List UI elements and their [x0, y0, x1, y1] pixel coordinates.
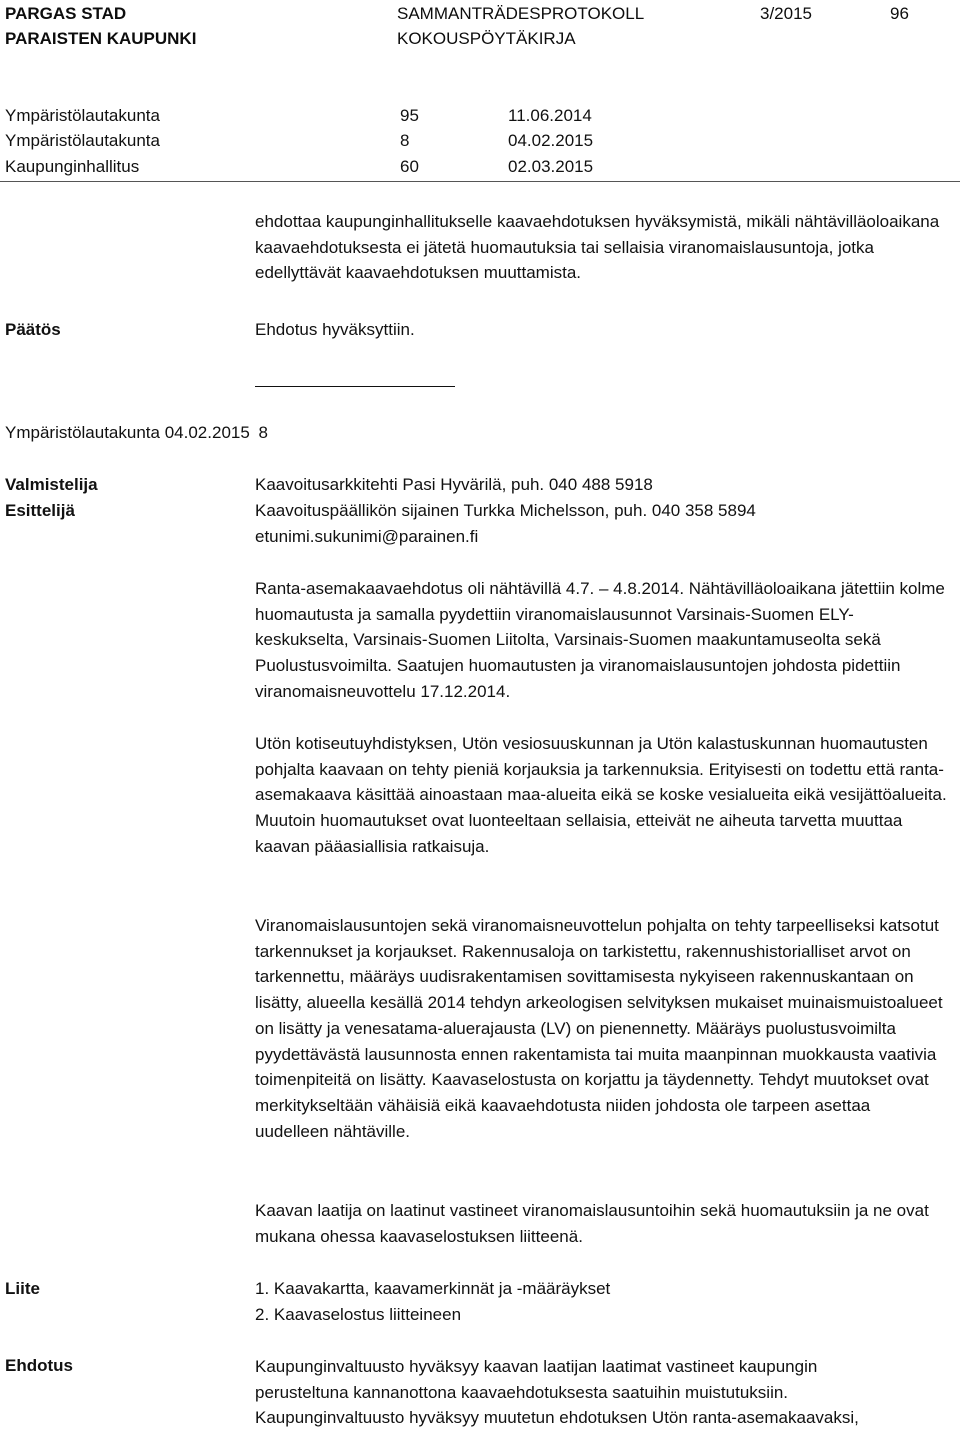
proposal-label: Ehdotus: [5, 1356, 73, 1375]
org-name-fi: PARAISTEN KAUPUNKI: [5, 29, 197, 48]
paragraph-responses: Kaavan laatija on laatinut vastineet viranomaislausuntoihin sekä huomautuksiin ja ne ovat mukana ohessa kaavaselostuksen liitteenä.: [255, 1201, 929, 1246]
page-number: 96: [890, 4, 909, 23]
presenter-text: Kaavoituspäällikön sijainen Turkka Michelsson, puh. 040 358 5894: [255, 501, 756, 520]
doc-type-sv: SAMMANTRÄDESPROTOKOLL: [397, 4, 645, 23]
presenter-label: Esittelijä: [5, 501, 75, 520]
reference-number: 8: [400, 131, 410, 150]
paragraph-exhibition: Ranta-asemakaavaehdotus oli nähtävillä 4.7. – 4.8.2014. Nähtävilläoloaikana jätettiin kolme huomautusta ja samalla pyydettiin viranomaislausunnot Varsinais-Suomen ELY-keskukselta, Varsinais-Suomen Liitolta, Varsinais-Suomen maakuntamuseolta sekä Puolustusvoimilta. Saatujen huomautusten ja viranomaislausuntojen johdosta pidettiin viranomaisneuvottelu 17.12.2014.: [255, 579, 945, 701]
decision-label: Päätös: [5, 320, 61, 339]
proposal-line: Kaupunginvaltuusto hyväksyy kaavan laatijan laatimat vastineet kaupungin: [255, 1357, 818, 1376]
doc-type-fi: KOKOUSPÖYTÄKIRJA: [397, 29, 576, 48]
attachments-label: Liite: [5, 1279, 40, 1298]
presenter-email: etunimi.sukunimi@parainen.fi: [255, 527, 479, 546]
paragraph-remarks: Utön kotiseutuyhdistyksen, Utön vesiosuuskunnan ja Utön kalastuskunnan huomautusten pohjalta kaavaan on tehty pieniä korjauksia ja tarkennuksia. Erityisesti on todettu että ranta-asemakaava käsittää ainoastaan maa-alueita eikä se koske vesialueita eikä vesijättöalueita. Muutoin huomautukset ovat luonteeltaan sellaisia, etteivät ne aiheuta tarvetta muuttaa kaavan pääasiallisia ratkaisuja.: [255, 734, 947, 856]
reference-body: Ympäristölautakunta: [5, 106, 160, 125]
proposal-line: perusteltuna kannanottona kaavaehdotuksesta saatuihin muistutuksiin.: [255, 1383, 789, 1402]
section-reference: Ympäristölautakunta 04.02.2015 8: [5, 423, 269, 442]
org-name-sv: PARGAS STAD: [5, 4, 127, 23]
preparer-text: Kaavoitusarkkitehti Pasi Hyvärilä, puh. 040 488 5918: [255, 475, 653, 494]
reference-date: 04.02.2015: [508, 131, 594, 150]
reference-body: Kaupunginhallitus: [5, 157, 140, 176]
reference-date: 02.03.2015: [508, 157, 594, 176]
reference-date: 11.06.2014: [508, 106, 592, 125]
proposal-line: Kaupunginvaltuusto hyväksyy muutetun ehdotuksen Utön ranta-asemakaavaksi,: [255, 1408, 859, 1427]
signature-line: [255, 386, 455, 387]
proposal-text: ehdottaa kaupunginhallitukselle kaavaehdotuksen hyväksymistä, mikäli nähtävilläoloaikana kaavaehdotuksesta ei jätetä huomautuksia tai sellaisia viranomaislausuntoja, jotka edellyttävät kaavaehdotuksen muuttamista.: [255, 212, 940, 283]
reference-number: 95: [400, 106, 419, 125]
decision-text: Ehdotus hyväksyttiin.: [255, 320, 415, 339]
header-divider: [0, 181, 960, 182]
reference-body: Ympäristölautakunta: [5, 131, 160, 150]
reference-number: 60: [400, 157, 419, 176]
issue-number: 3/2015: [760, 4, 812, 23]
preparer-label: Valmistelija: [5, 475, 98, 494]
attachment-item: 2. Kaavaselostus liitteineen: [255, 1305, 462, 1324]
paragraph-authority-statements: Viranomaislausuntojen sekä viranomaisneuvottelun pohjalta on tehty tarpeelliseksi katsotut tarkennukset ja korjaukset. Rakennusaloja on tarkistettu, rakennushistorialliset arvot on tarkennettu, määräys uudisrakentamisen sovittamisesta nykyiseen rakennuskantaan on lisätty, alueella kesällä 2014 tehdyn arkeologisen selvityksen mukaiset muinaismuistoalueet on lisätty ja venesatama-aluerajausta (LV) on pienennetty. Määräys puolustusvoimilta pyydettävästä lausunnosta ennen rakentamista tai muita maanpinnan muokkausta vaativia toimenpiteitä on lisätty. Kaavaselostusta on korjattu ja täydennetty. Tehdyt muutokset ovat merkitykseltään vähäisiä eikä kaavaehdotusta niiden johdosta ole tarpeen asettaa uudelleen nähtäville.: [255, 916, 943, 1141]
attachment-item: 1. Kaavakartta, kaavamerkinnät ja -määräykset: [255, 1279, 611, 1298]
